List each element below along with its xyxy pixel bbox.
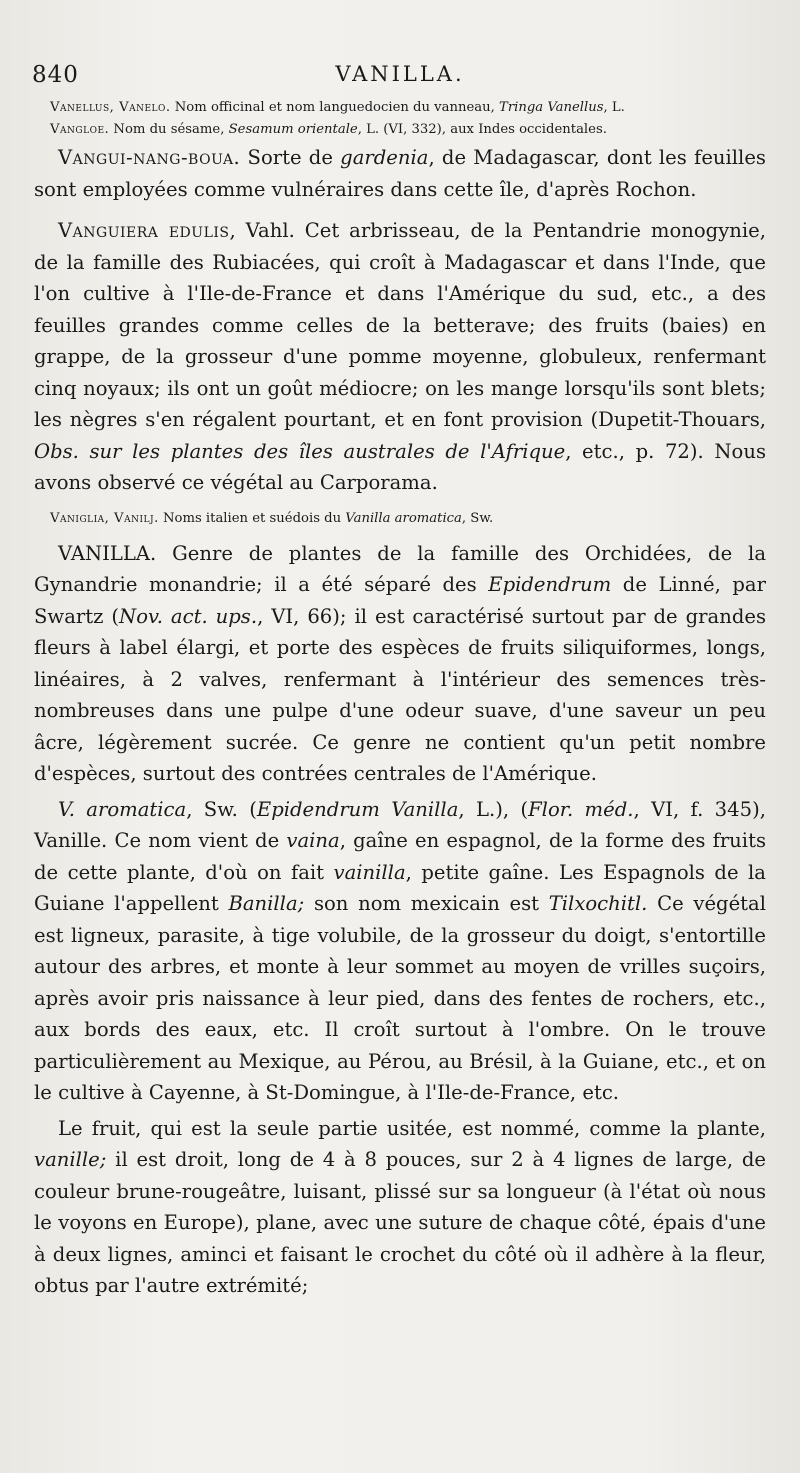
entry-text: , Sw.	[461, 510, 494, 526]
entry-vanguiera-edulis	[34, 215, 766, 499]
entry-vanilla	[34, 538, 766, 790]
entry-italic: Banilla;	[228, 892, 305, 915]
entry-italic: vanille;	[34, 1148, 107, 1171]
entry-text: son nom mexicain est	[304, 892, 549, 915]
entry-headword: Vaniglia, Vanilj.	[50, 510, 159, 526]
entry-text: , L.), (	[458, 797, 529, 821]
entry-text: de Linné, par Swartz (	[34, 573, 766, 628]
entry-text: Noms italien et suédois du	[158, 510, 346, 526]
entry-text: Le fruit, qui est la seule partie usitée, est nommé, comme la plante,	[58, 1116, 766, 1140]
entry-vangloe	[34, 120, 766, 139]
entry-headword: VANILLA.	[58, 541, 157, 565]
entry-text: , petite gaîne. Les Espagnols de la Guiane l'appellent	[34, 860, 766, 915]
entry-italic: vaina	[286, 829, 340, 852]
entry-headword: Vanellus, Vanelo.	[50, 100, 171, 115]
entry-text: Genre de plantes de la famille des Orchidées, de la Gynandrie monandrie; il a été séparé des	[34, 541, 766, 596]
entry-headword: Vangui-nang-boua.	[58, 146, 241, 169]
entry-v-aromatica	[34, 794, 766, 1109]
entry-text: , de Madagascar, dont les feuilles sont employées comme vulnéraires dans cette île, d'après Rochon.	[34, 146, 766, 201]
entry-italic: Epidendrum Vanilla	[256, 797, 459, 821]
entry-italic: gardenia	[340, 146, 429, 169]
entry-vaniglia	[34, 509, 766, 528]
entry-text: Ce végétal est ligneux, parasite, à tige volubile, de la grosseur du doigt, s'entortille autour des arbres, et monte à leur sommet au moyen de vrilles suçoirs, après avoir pris naissance à leur pied, dans des fentes de rochers, etc., aux bords des eaux, etc. Il croît surtout à l'ombre. On le trouve particulièrement au Mexique, au Pérou, au Brésil, à la Guiane, etc., et on le cultive à Cayenne, à St-Domingue, à l'Ile-de-France, etc.	[34, 892, 766, 1104]
entry-italic: Vanilla aromatica	[345, 510, 462, 526]
running-head: VANILLA.	[335, 62, 465, 86]
entry-italic: Sesamum orientale	[228, 122, 358, 137]
entry-text: , etc., p. 72). Nous avons observé ce végétal au Carporama.	[34, 439, 766, 494]
entry-text: Sorte de	[240, 146, 341, 169]
entry-italic: Tilxochitl.	[548, 892, 648, 915]
entry-text: Nom officinal et nom languedocien du vanneau,	[170, 100, 500, 115]
entry-text: , VI, 66); il est caractérisé surtout par de grandes fleurs à label élargi, et porte des espèces de fruits siliquiformes, longs, linéaires, à 2 valves, renfermant à l'intérieur des semences très-nombreuses dans une pulpe d'une odeur suave, d'une saveur un peu âcre, légèrement sucrée. Ce genre ne contient qu'un petit nombre d'espèces, surtout des contrées centrales de l'Amérique.	[34, 604, 767, 785]
entry-headword: Vanguiera edulis	[58, 219, 230, 242]
entry-text: , Vahl. Cet arbrisseau, de la Pentandrie monogynie, de la famille des Rubiacées, qui croît à Madagascar et dans l'Inde, que l'on cultive à l'Ile-de-France et dans l'Amérique du sud, etc., a des feuilles grandes comme celles de la betterave; des fruits (baies) en grappe, de la grosseur d'une pomme moyenne, globuleux, renfermant cinq noyaux; ils ont un goût médiocre; on les mange lorsqu'ils sont blets; les nègres s'en régalent pourtant, et en font provision (Dupetit-Thouars,	[34, 219, 766, 431]
page-header	[34, 58, 766, 98]
entry-vanellus	[34, 98, 766, 117]
entry-text: Nom du sésame,	[109, 122, 229, 137]
entry-text: , VI, f. 345), Vanille. Ce nom vient de	[34, 797, 766, 852]
entry-italic: Epidendrum	[488, 573, 612, 596]
entry-italic: vainilla	[333, 860, 406, 884]
entry-italic: Nov. act. ups.	[119, 604, 258, 628]
entry-text: , L.	[603, 100, 625, 115]
entry-headword: Vangloe.	[50, 122, 110, 137]
entry-italic: Tringa Vanellus	[499, 100, 604, 115]
entry-italic: Flor. méd.	[528, 797, 634, 821]
entry-text: , gaîne en espagnol, de la forme des fruits de cette plante, d'où on fait	[34, 829, 767, 884]
entry-le-fruit	[34, 1113, 766, 1302]
entry-text: il est droit, long de 4 à 8 pouces, sur 2 à 4 lignes de large, de couleur brune-rougeâtre, luisant, plissé sur sa longueur (à l'état où nous le voyons en Europe), plane, avec une suture de chaque côté, épais d'une à deux lignes, aminci et faisant le crochet du côté où il adhère à la fleur, obtus par l'autre extrémité;	[34, 1148, 766, 1297]
entry-text: , L. (VI, 332), aux Indes occidentales.	[357, 122, 607, 137]
page-number: 840	[32, 62, 79, 88]
entry-italic: V. aromatica	[58, 797, 187, 821]
entry-italic: Obs. sur les plantes des îles australes de l'Afrique	[34, 439, 566, 463]
entry-vangui-nang-boua	[34, 142, 766, 205]
entry-text: , Sw. (	[186, 797, 257, 821]
